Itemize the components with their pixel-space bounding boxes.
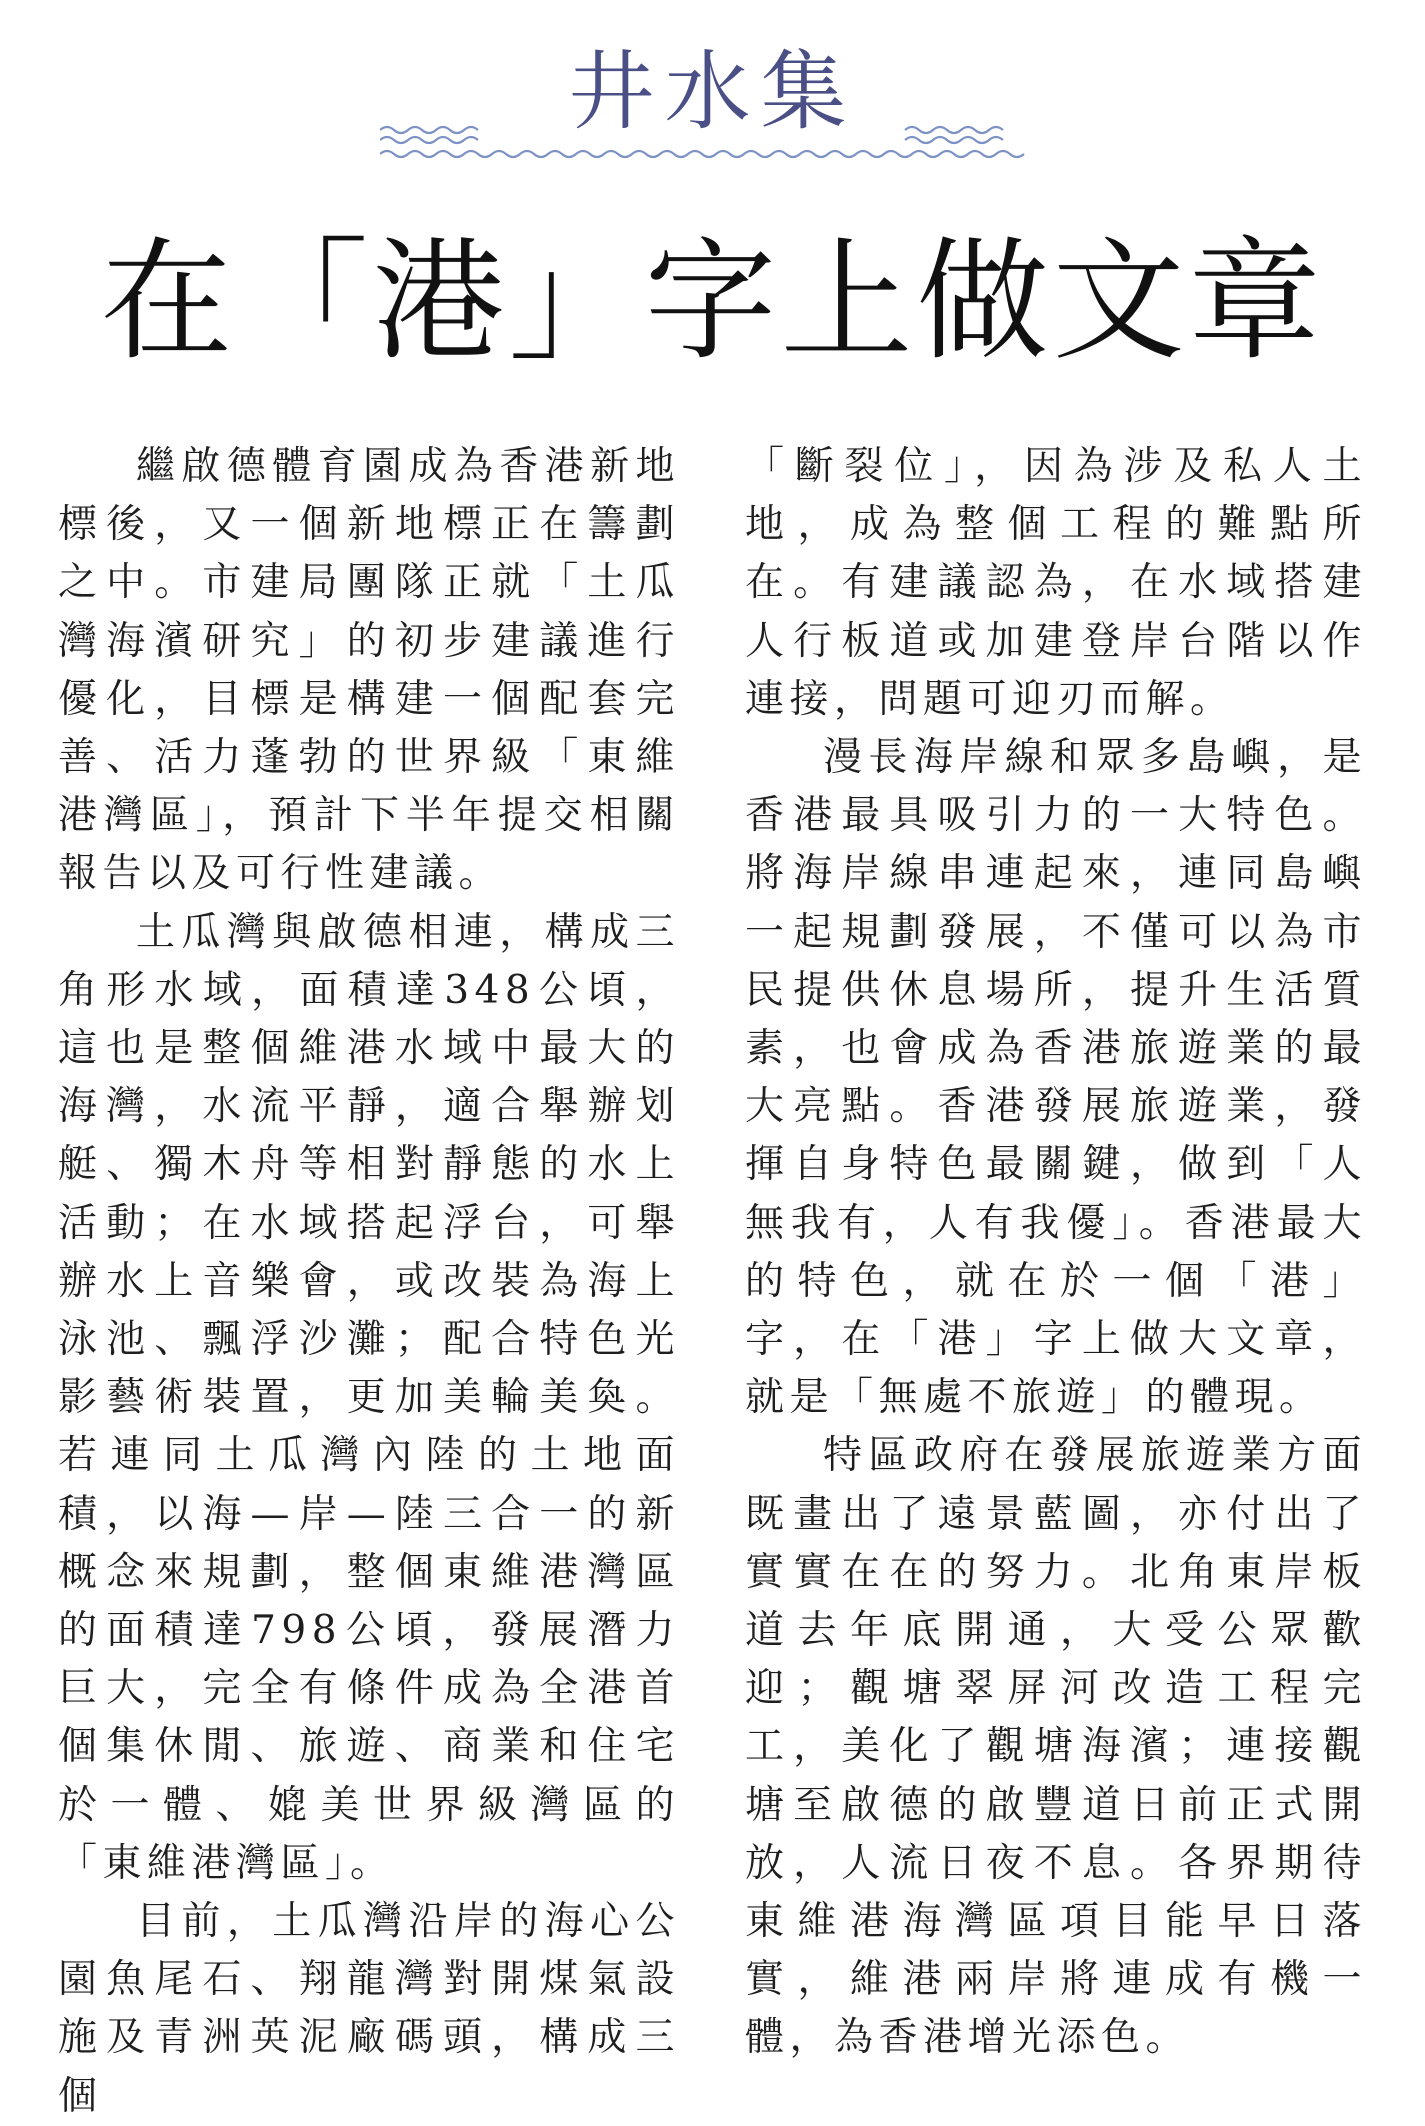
- paragraph: 「斷裂位」，因為涉及私人土地，成為整個工程的難點所在。有建議認為，在水域搭建人行板道或加建登岸台階以作連接，問題可迎刃而解。: [745, 444, 1367, 722]
- paragraph: 土瓜灣與啟德相連，構成三角形水域，面積達348公頃，這也是整個維港水域中最大的海灣，水流平靜，適合舉辦划艇、獨木舟等相對靜態的水上活動；在水域搭起浮台，可舉辦水上音樂會，或改裝為海上泳池、飄浮沙灘；配合特色光影藝術裝置，更加美輪美奐。若連同土瓜灣內陸的土地面積，以海—岸—陸三合一的新概念來規劃，整個東維港灣區的面積達798公頃，發展潛力巨大，完全有條件成為全港首個集休閒、旅遊、商業和住宅於一體、媲美世界級灣區的「東維港灣區」。: [58, 909, 680, 1886]
- headline: 在「港」字上做文章: [100, 225, 1325, 379]
- paragraph: 漫長海岸線和眾多島嶼，是香港最具吸引力的一大特色。將海岸線串連起來，連同島嶼一起規劃發展，不僅可以為市民提供休息場所，提升生活質素，也會成為香港旅遊業的最大亮點。香港發展旅遊業，發揮自身特色最關鍵，做到「人無我有，人有我優」。香港最大的特色，就在於一個「港」字，在「港」字上做大文章，就是「無處不旅遊」的體現。: [745, 735, 1367, 1421]
- paragraph: 目前，土瓜灣沿岸的海心公園魚尾石、翔龍灣對開煤氣設施及青洲英泥廠碼頭，構成三個: [58, 1899, 680, 2119]
- paragraph: 繼啟德體育園成為香港新地標後，又一個新地標正在籌劃之中。市建局團隊正就「土瓜灣海濱研究」的初步建議進行優化，目標是構建一個配套完善、活力蓬勃的世界級「東維港灣區」，預計下半年提交相關報告以及可行性建議。: [58, 444, 680, 897]
- article-column-left: [58, 438, 680, 2126]
- article-column-right: [745, 438, 1367, 2068]
- wave-divider-icon: [380, 120, 1045, 170]
- column-name: 井水集: [568, 42, 857, 142]
- paragraph: 特區政府在發展旅遊業方面既畫出了遠景藍圖，亦付出了實實在在的努力。北角東岸板道去年底開通，大受公眾歡迎；觀塘翠屏河改造工程完工，美化了觀塘海濱；連接觀塘至啟德的啟豐道日前正式開放，人流日夜不息。各界期待東維港海灣區項目能早日落實，維港兩岸將連成有機一體，為香港增光添色。: [745, 1433, 1367, 2061]
